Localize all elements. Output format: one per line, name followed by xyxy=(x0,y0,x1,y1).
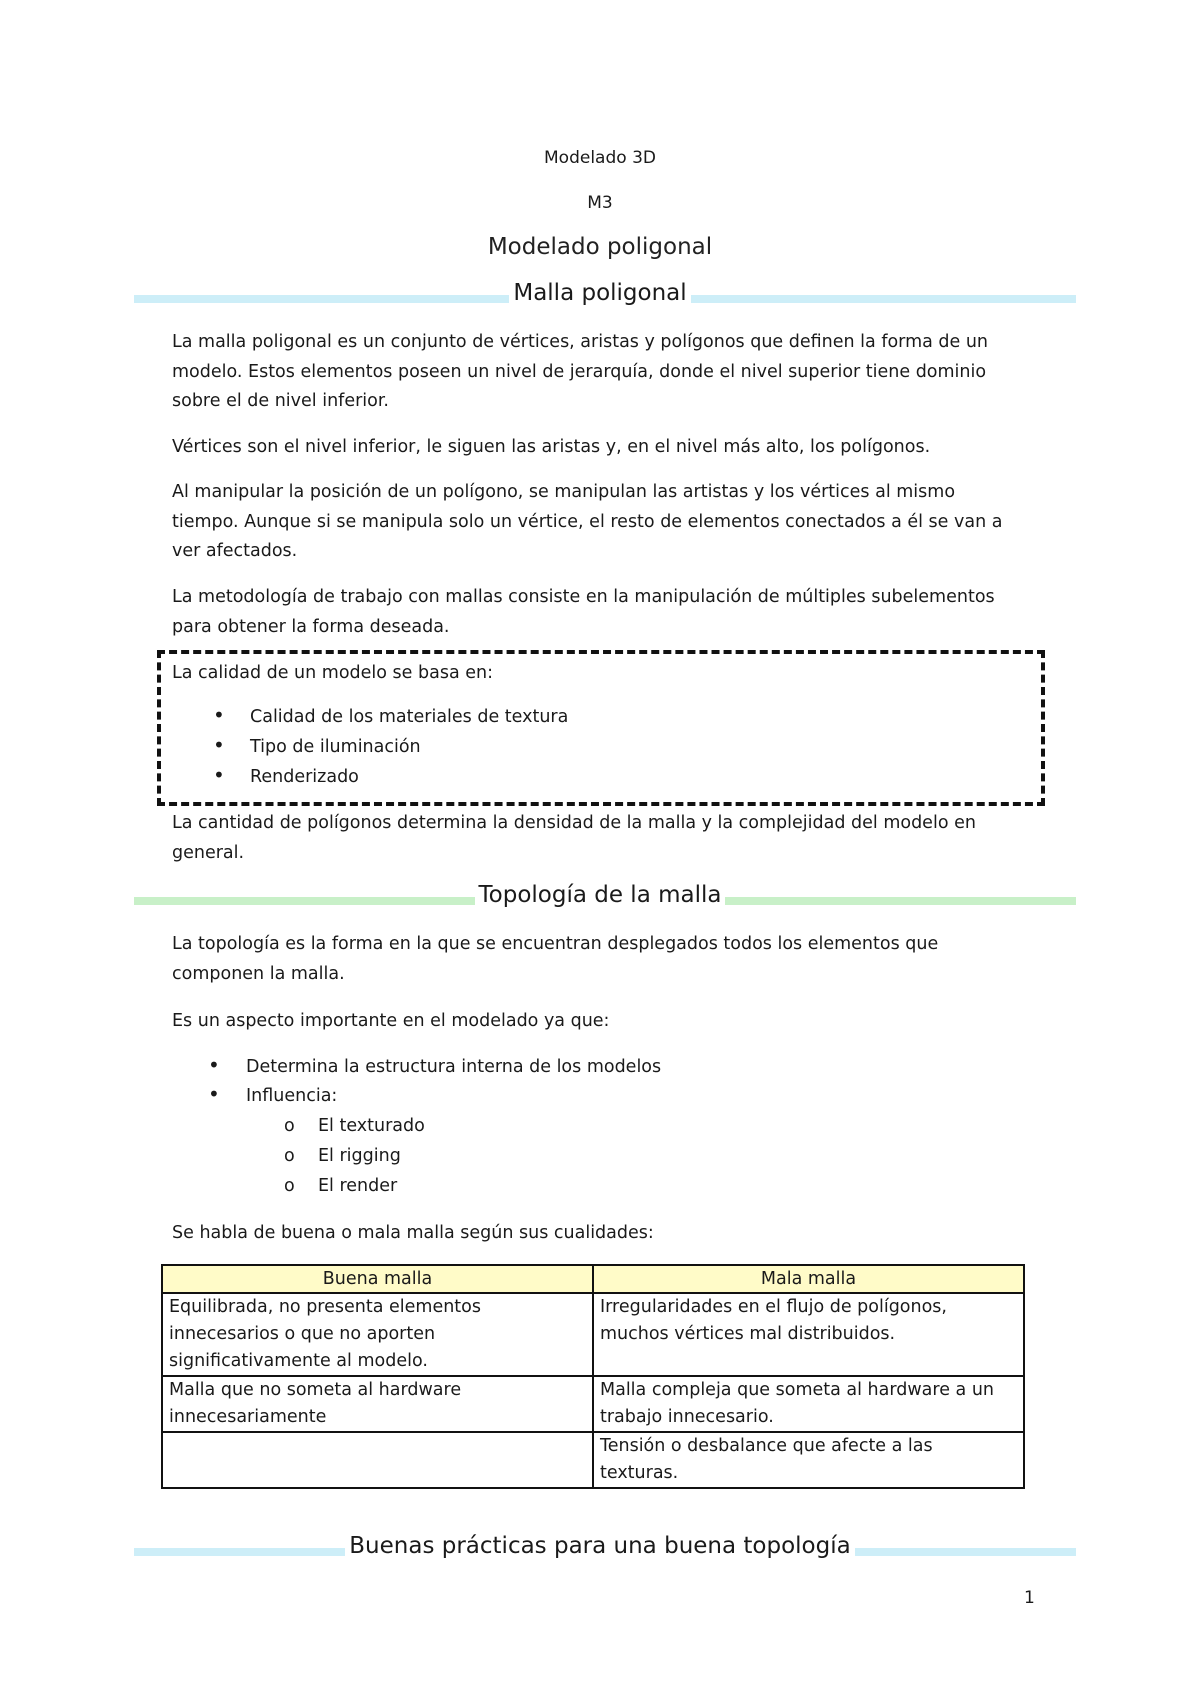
paragraph-malla-definition xyxy=(172,328,1052,417)
sub-bullet-marker: o xyxy=(284,1116,295,1136)
text-line: para obtener la forma deseada. xyxy=(172,616,450,637)
table-row xyxy=(162,1293,1024,1376)
bullet-dot: • xyxy=(213,733,225,757)
topology-bullet: Influencia: xyxy=(246,1086,338,1106)
table-row xyxy=(162,1432,1024,1488)
document-title: Modelado poligonal xyxy=(487,234,713,260)
table-cell: Equilibrada, no presenta elementos innecesarios o que no aporten significativamente al modelo. xyxy=(162,1293,593,1376)
table-cell: Malla que no someta al hardware innecesariamente xyxy=(162,1376,593,1432)
paragraph-topology-definition xyxy=(172,930,1052,989)
text-line: La malla poligonal es un conjunto de vértices, aristas y polígonos que definen la forma de un xyxy=(172,332,989,352)
section-heading-malla-poligonal xyxy=(0,280,1200,306)
section-heading-topologia xyxy=(0,882,1200,908)
text-line: tiempo. Aunque si se manipula solo un vértice, el resto de elementos conectados a él se van a xyxy=(172,511,1003,532)
course-title: Modelado 3D xyxy=(544,148,656,168)
paragraph-polygon-count xyxy=(172,809,1052,868)
page-number: 1 xyxy=(1024,1588,1035,1608)
bullet-dot: • xyxy=(213,703,225,727)
sub-bullet: El render xyxy=(318,1176,398,1196)
section-heading-text: Malla poligonal xyxy=(509,280,690,306)
bullet-dot: • xyxy=(208,1053,220,1077)
text-line: La topología es la forma en la que se encuentran desplegados todos los elementos que xyxy=(172,934,939,954)
paragraph-vertices: Vértices son el nivel inferior, le siguen las aristas y, en el nivel más alto, los polígonos. xyxy=(172,437,931,457)
box-item: Tipo de iluminación xyxy=(250,737,421,757)
table-row xyxy=(162,1376,1024,1432)
table-cell: Malla compleja que someta al hardware a un trabajo innecesario. xyxy=(593,1376,1024,1432)
text-line: Al manipular la posición de un polígono, se manipulan las artistas y los vértices al mismo xyxy=(172,482,956,502)
paragraph-important-aspect: Es un aspecto importante en el modelado ya que: xyxy=(172,1011,610,1031)
table-cell: Irregularidades en el flujo de polígonos, muchos vértices mal distribuidos. xyxy=(593,1293,1024,1376)
sub-bullet: El rigging xyxy=(318,1146,401,1166)
section-heading-text: Buenas prácticas para una buena topología xyxy=(345,1533,854,1559)
section-heading-text: Topología de la malla xyxy=(475,882,726,908)
paragraph-manipulation xyxy=(172,478,1052,567)
text-line: La metodología de trabajo con mallas consiste en la manipulación de múltiples subelementos xyxy=(172,587,995,607)
table-cell xyxy=(162,1432,593,1488)
paragraph-mesh-quality: Se habla de buena o mala malla según sus cualidades: xyxy=(172,1223,654,1243)
mesh-quality-table xyxy=(161,1264,1025,1489)
table-cell: Tensión o desbalance que afecte a las texturas. xyxy=(593,1432,1024,1488)
section-heading-buenas-practicas xyxy=(0,1533,1200,1559)
box-item: Renderizado xyxy=(250,767,359,787)
text-line: componen la malla. xyxy=(172,963,345,984)
paragraph-methodology xyxy=(172,583,1052,642)
text-line: ver afectados. xyxy=(172,541,298,561)
bullet-dot: • xyxy=(208,1082,220,1106)
box-item: Calidad de los materiales de textura xyxy=(250,707,569,727)
text-line: general. xyxy=(172,842,245,863)
text-line: La cantidad de polígonos determina la densidad de la malla y la complejidad del modelo en xyxy=(172,813,976,833)
text-line: sobre el de nivel inferior. xyxy=(172,391,389,411)
box-intro: La calidad de un modelo se basa en: xyxy=(172,663,493,683)
table-header-cell: Buena malla xyxy=(162,1265,593,1293)
module-label: M3 xyxy=(587,193,613,213)
sub-bullet-marker: o xyxy=(284,1176,295,1196)
bullet-dot: • xyxy=(213,763,225,787)
table-header-cell: Mala malla xyxy=(593,1265,1024,1293)
sub-bullet-marker: o xyxy=(284,1146,295,1166)
table-header-row xyxy=(162,1265,1024,1293)
text-line: modelo. Estos elementos poseen un nivel de jerarquía, donde el nivel superior tiene dominio xyxy=(172,361,987,382)
topology-bullet: Determina la estructura interna de los modelos xyxy=(246,1057,662,1077)
sub-bullet: El texturado xyxy=(318,1116,425,1136)
